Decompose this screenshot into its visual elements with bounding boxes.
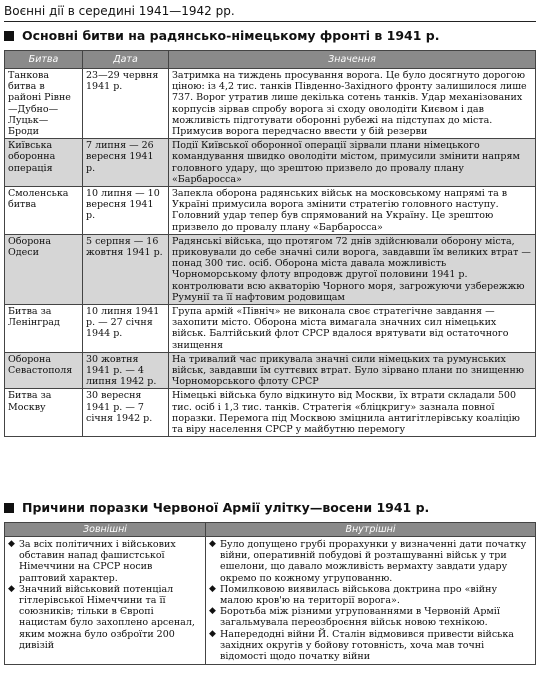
- diamond-bullet-icon: ◆: [209, 539, 216, 549]
- battle-significance-cell: Німецькі війська було відкинуто від Москви, їх втрати складали 500 тис. осіб і 1,3 тис. танків. Стратегія «бліцкригу» зазнала повної поразки. Перемога під Москвою зміцнила антигітлерівську коаліцію та віру населення СРСР у майбутню перемогу: [169, 389, 536, 437]
- diamond-bullet-icon: ◆: [209, 628, 216, 639]
- table-row: [5, 187, 536, 235]
- list-item: [209, 584, 531, 606]
- cause-text: За всіх політичних і військових обставин напад фашистської Німеччини на СРСР носив раптовий характер.: [19, 539, 176, 584]
- cause-text: Боротьба між різними угрупованнями в Червоній Армії загальмувала переозброєння військ новою технікою.: [220, 606, 500, 629]
- table-row: [5, 389, 536, 437]
- battle-date-cell: 10 липня — 10 вересня 1941 р.: [83, 187, 169, 235]
- external-causes-list: [8, 539, 201, 651]
- table-row: [5, 69, 536, 139]
- battle-significance-cell: Запекла оборона радянських військ на московському напрямі та в Україні примусила ворога змінити стратегію головного наступу. Головний удар тепер був спрямований на Україну. Це зрештою призвело до провалу плану «Барбаросса»: [169, 187, 536, 235]
- diamond-bullet-icon: ◆: [209, 606, 216, 617]
- battle-name-cell: Битва за Ленінград: [5, 305, 83, 353]
- causes-title-text: Причини поразки Червоної Армії улітку—восени 1941 р.: [22, 500, 430, 515]
- table-row: [5, 234, 536, 304]
- battles-header-row: [5, 51, 536, 69]
- square-bullet-icon: [4, 503, 14, 513]
- battles-table: [4, 50, 536, 437]
- battle-significance-cell: Затримка на тиждень просування ворога. Це було досягнуто дорогою ціною: із 4,2 тис. танків Південно-Західного фронту залишилося лише 737. Ворог утратив лише декілька сотень танків. Удар механізованих корпусів зірвав спробу ворога зі сходу оволодіти Києвом і дав можливість підготувати оборонні рубежі на підступах до міста. Примусив ворога передчасно ввести у бій резерви: [169, 69, 536, 139]
- battle-name-cell: Оборона Одеси: [5, 234, 83, 304]
- causes-section-title: [4, 500, 429, 516]
- battle-significance-cell: На тривалий час прикувала значні сили німецьких та румунських військ, завдавши їм суттєвих втрат. Було зірвано плани по знищенню Чорноморського флоту СРСР: [169, 352, 536, 389]
- battle-name-cell: Смоленська битва: [5, 187, 83, 235]
- table-row: [5, 305, 536, 353]
- battle-name-cell: Оборона Севастополя: [5, 352, 83, 389]
- cause-text: Було допущено грубі прорахунки у визначенні дати початку війни, оперативній побудові й розташуванні військ у три ешелони, що давало можливість вермахту завдати удару окремо по кожному угрупованню.: [220, 539, 527, 584]
- battle-significance-cell: Радянські війська, що протягом 72 днів здійснювали оборону міста, приковували до себе значні сили ворога, завдавши їм великих втрат — понад 300 тис. осіб. Оборона міста давала можливість Чорноморському флоту впродовж другої половини 1941 р. контролювати всю акваторію Чорного моря, загрожуючи узбережжю Румунії та її нафтовим родовищам: [169, 234, 536, 304]
- battle-date-cell: 10 липня 1941 р. — 27 січня 1944 р.: [83, 305, 169, 353]
- diamond-bullet-icon: ◆: [8, 539, 15, 549]
- battle-significance-cell: Група армій «Північ» не виконала своє стратегічне завдання — захопити місто. Оборона міста вимагала значних сил німецьких військ. Балтійський флот СРСР вдалося врятувати від остаточного знищення: [169, 305, 536, 353]
- battle-significance-cell: Події Київської оборонної операції зірвали плани німецького командування швидко оволодіти містом, примусили змінити напрям головного удару, що зрештою призвело до провалу плану «Барбаросса»: [169, 139, 536, 187]
- battle-date-cell: 30 жовтня 1941 р. — 4 липня 1942 р.: [83, 352, 169, 389]
- causes-table: [4, 522, 536, 665]
- battles-title-text: Основні битви на радянсько-німецькому фронті в 1941 р.: [22, 28, 440, 43]
- cause-text: Значний військовий потенціал гітлерівської Німеччини та її союзників; тільки в Європі нацистам було захоплено арсенал, яким можна було озброїти 200 дивізій: [19, 583, 195, 651]
- list-item: [8, 539, 201, 584]
- list-item: [209, 539, 531, 584]
- battle-name-cell: Танкова битва в районі Рівне—Дубно—Луцьк—Броди: [5, 69, 83, 139]
- cause-text: Помилковою виявилась військова доктрина про «війну малою кров'ю на території ворога».: [220, 583, 498, 607]
- causes-row: [5, 537, 536, 665]
- battle-date-cell: 30 вересня 1941 р. — 7 січня 1942 р.: [83, 389, 169, 437]
- column-header-battle: Битва: [5, 51, 83, 69]
- battle-name-cell: Битва за Москву: [5, 389, 83, 437]
- internal-causes-cell: [206, 537, 536, 665]
- list-item: [209, 606, 531, 628]
- external-causes-cell: [5, 537, 206, 665]
- column-header-internal: Внутрішні: [206, 523, 536, 537]
- diamond-bullet-icon: ◆: [8, 583, 15, 594]
- page-header: [4, 2, 536, 22]
- battle-date-cell: 5 серпня — 16 жовтня 1941 р.: [83, 234, 169, 304]
- internal-causes-list: [209, 539, 531, 662]
- cause-text: Напередодні війни Й. Сталін відмовився привести війська західних округів у бойову готовність, хоча мав точні відомості щодо початку війни: [220, 628, 514, 663]
- column-header-external: Зовнішні: [5, 523, 206, 537]
- list-item: [209, 629, 531, 663]
- battles-section-title: [4, 28, 439, 44]
- battle-date-cell: 7 липня — 26 вересня 1941 р.: [83, 139, 169, 187]
- square-bullet-icon: [4, 31, 14, 41]
- diamond-bullet-icon: ◆: [209, 583, 216, 594]
- causes-header-row: [5, 523, 536, 537]
- column-header-date: Дата: [83, 51, 169, 69]
- battle-name-cell: Київська оборонна операція: [5, 139, 83, 187]
- battle-date-cell: 23—29 червня 1941 р.: [83, 69, 169, 139]
- table-row: [5, 139, 536, 187]
- column-header-significance: Значення: [169, 51, 536, 69]
- table-row: [5, 352, 536, 389]
- list-item: [8, 584, 201, 651]
- page-header-text: Воєнні дії в середині 1941—1942 рр.: [4, 4, 235, 18]
